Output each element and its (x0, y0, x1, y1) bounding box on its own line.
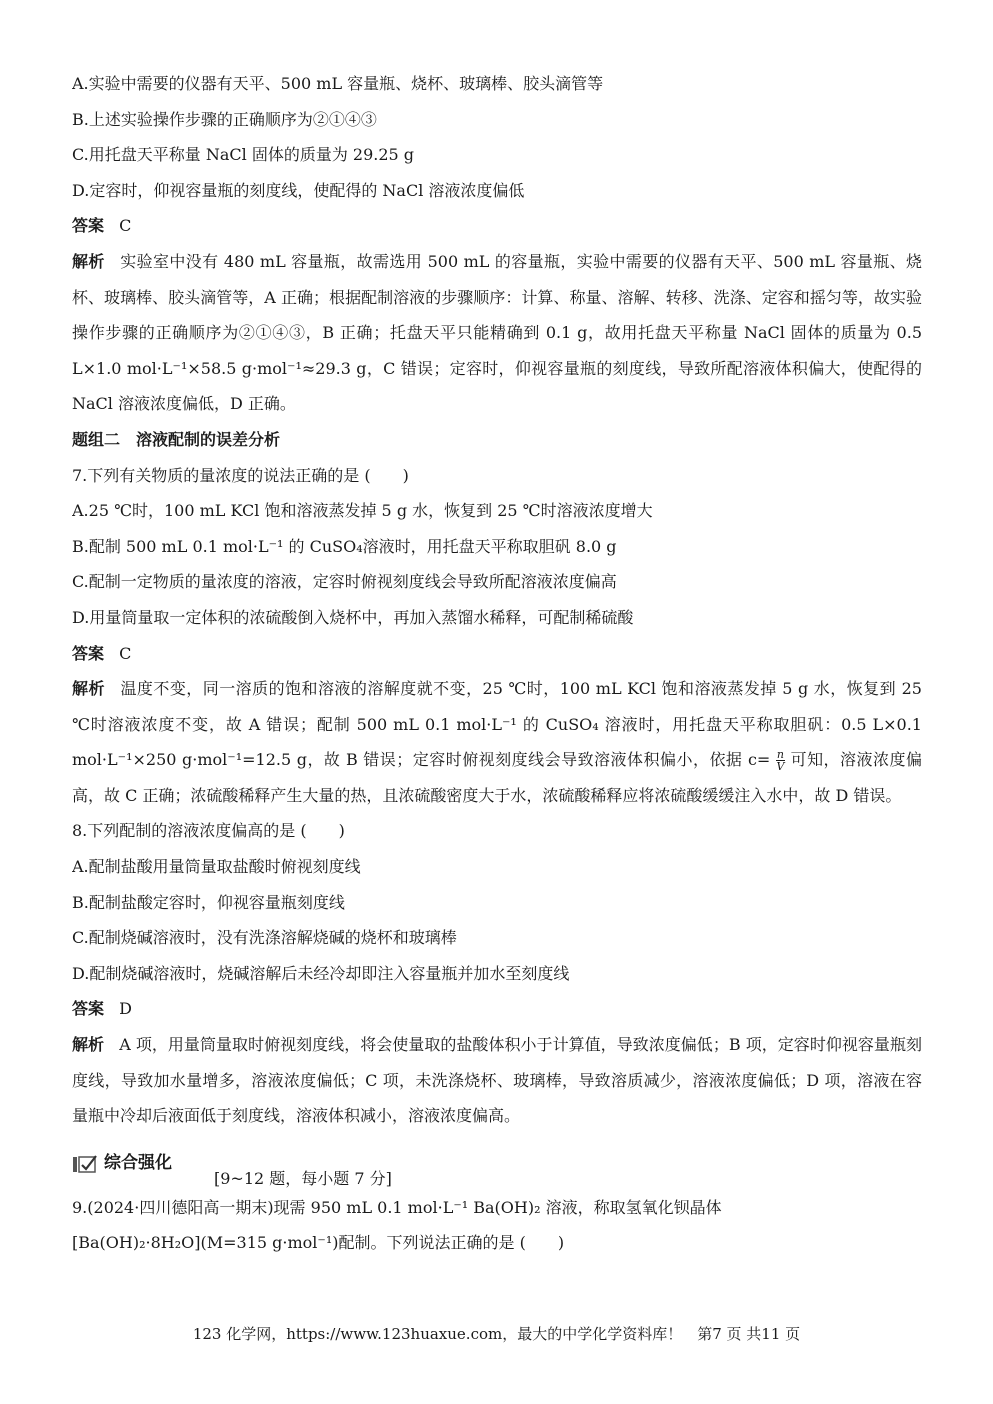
q7-option-c: C.配制一定物质的量浓度的溶液，定容时俯视刻度线会导致所配溶液浓度偏高 (72, 572, 617, 592)
q7-answer (72, 636, 922, 672)
q6-analysis (72, 244, 922, 422)
answer-label: 答案 (72, 216, 105, 236)
q8-option-a: A.配制盐酸用量筒量取盐酸时俯视刻度线 (72, 857, 361, 877)
analysis-text-part2: 可知，溶液浓度偏高，故 C 正确；浓硫酸稀释产生大量的热，且浓硫酸密度大于水，浓硫酸稀释应将浓硫酸缓缓注入水中，故 D 错误。 (72, 750, 922, 805)
q6-option-d: D.定容时，仰视容量瓶的刻度线，使配得的 NaCl 溶液浓度偏低 (72, 180, 525, 200)
q8-stem: 8.下列配制的溶液浓度偏高的是 ( ) (72, 821, 345, 841)
analysis-label: 解析 (72, 679, 105, 699)
q8-analysis (72, 1027, 922, 1134)
analysis-label: 解析 (72, 251, 105, 271)
q7-stem: 7.下列有关物质的量浓度的说法正确的是 ( ) (72, 465, 409, 485)
q8-option-d: D.配制烧碱溶液时，烧碱溶解后未经冷却即注入容量瓶并加水至刻度线 (72, 963, 570, 983)
analysis-text: A 项，用量筒量取时俯视刻度线，将会使量取的盐酸体积小于计算值，导致浓度偏低；B 项，定容时仰视容量瓶刻度线，导致加水量增多，溶液浓度偏低；C 项，未洗涤烧杯、玻璃棒，导致溶质减少，溶液浓度偏低；D 项，溶液在容量瓶中冷却后液面低于刻度线，溶液体积减小，溶液浓度偏高。 (72, 1035, 922, 1126)
answer-value: C (119, 216, 132, 236)
group-heading: 题组二 溶液配制的误差分析 (72, 429, 281, 449)
q7-option-b: B.配制 500 mL 0.1 mol·L⁻¹ 的 CuSO₄溶液时，用托盘天平称取胆矾 8.0 g (72, 536, 617, 556)
analysis-text-part1: 温度不变，同一溶质的饱和溶液的溶解度就不变，25 ℃时，100 mL KCl 饱和溶液蒸发掉 5 g 水，恢复到 25 ℃时溶液浓度不变，故 A 错误；配制 500 mL 0.1 mol·L⁻¹ 的 CuSO₄ 溶液时，用托盘天平称取胆矾：0.5 L×0.1 mol·L⁻¹×250 g·mol⁻¹=12.5 g，故 B 错误；定容时俯视刻度线会导致溶液体积偏小，依据 c= (72, 679, 922, 770)
analysis-text: 实验室中没有 480 mL 容量瓶，故需选用 500 mL 的容量瓶，实验中需要的仪器有天平、500 mL 容量瓶、烧杯、玻璃棒、胶头滴管等，A 正确；根据配制溶液的步骤顺序：计算、称量、溶解、转移、洗涤、定容和摇匀等，故实验操作步骤的正确顺序为②①④③，B 正确；托盘天平只能精确到 0.1 g，故用托盘天平称量 NaCl 固体的质量为 0.5 L×1.0 mol·L⁻¹×58.5 g·mol⁻¹≈29.3 g，C 错误；定容时，仰视容量瓶的刻度线，导致所配溶液体积偏大，使配得的 NaCl 溶液浓度偏低，D 正确。 (72, 251, 922, 414)
answer-value: D (119, 999, 132, 1019)
q9-stem-line2: [Ba(OH)₂·8H₂O](M=315 g·mol⁻¹)配制。下列说法正确的是 ( ) (72, 1233, 565, 1253)
q6-option-a: A.实验中需要的仪器有天平、500 mL 容量瓶、烧杯、玻璃棒、胶头滴管等 (72, 74, 604, 93)
fraction-denominator: V (776, 760, 785, 774)
section-note: [9~12 题，每小题 7 分] (214, 1168, 392, 1188)
analysis-label: 解析 (72, 1035, 105, 1055)
section-title: 综合强化 (104, 1152, 172, 1173)
q7-analysis (72, 671, 922, 813)
answer-value: C (119, 643, 132, 663)
section-header (72, 1148, 922, 1186)
q7-option-a: A.25 ℃时，100 mL KCl 饱和溶液蒸发掉 5 g 水，恢复到 25 ℃时溶液浓度增大 (72, 501, 653, 521)
q8-answer (72, 991, 922, 1027)
page-footer: 123 化学网，https://www.123huaxue.com，最大的中学化学资料库！ 第7 页 共11 页 (192, 1325, 801, 1343)
q9-stem-line1: 9.(2024·四川德阳高一期末)现需 950 mL 0.1 mol·L⁻¹ Ba(OH)₂ 溶液，称取氢氧化钡晶体 (72, 1197, 722, 1217)
document-body (72, 66, 922, 1261)
q8-option-c: C.配制烧碱溶液时，没有洗涤溶解烧碱的烧杯和玻璃棒 (72, 928, 457, 948)
q6-option-b: B.上述实验操作步骤的正确顺序为②①④③ (72, 109, 377, 129)
answer-label: 答案 (72, 643, 105, 663)
answer-label: 答案 (72, 999, 105, 1019)
fraction-n-over-v (776, 749, 785, 772)
q7-option-d: D.用量筒量取一定体积的浓硫酸倒入烧杯中，再加入蒸馏水稀释，可配制稀硫酸 (72, 607, 634, 627)
checklist-icon (72, 1154, 98, 1174)
q8-option-b: B.配制盐酸定容时，仰视容量瓶刻度线 (72, 892, 345, 912)
q6-answer (72, 208, 922, 244)
fraction-numerator: n (776, 748, 785, 762)
q6-option-c: C.用托盘天平称量 NaCl 固体的质量为 29.25 g (72, 145, 415, 165)
